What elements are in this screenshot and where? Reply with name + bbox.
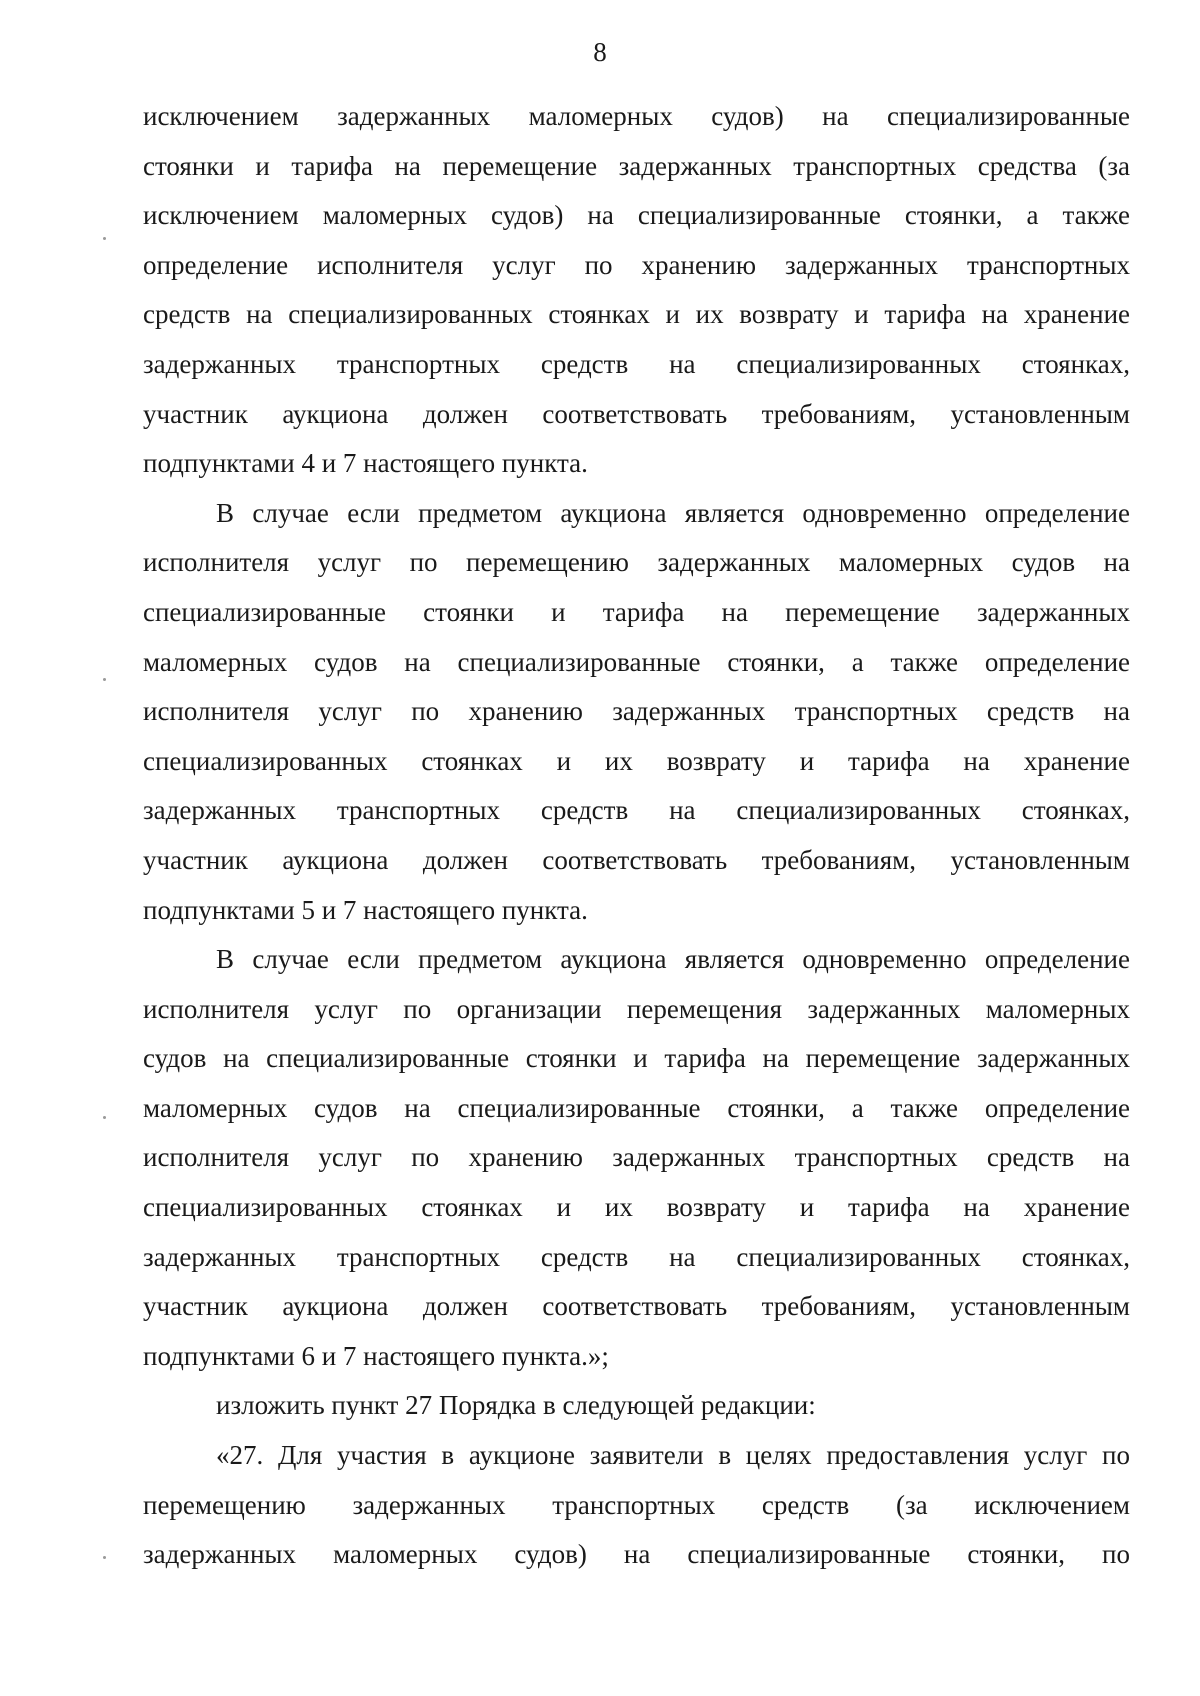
text-line: задержанных транспортных средств на специализированных стоянках, <box>143 1241 1130 1272</box>
text-line: определение исполнителя услуг по хранению задержанных транспортных <box>143 249 1130 280</box>
text-line: задержанных маломерных судов) на специализированные стоянки, по <box>143 1539 1130 1570</box>
text-line: подпунктами 4 и 7 настоящего пункта. <box>143 448 588 479</box>
text-line: исполнителя услуг по перемещению задержанных маломерных судов на <box>143 547 1130 578</box>
paragraph <box>143 489 1130 935</box>
margin-mark <box>103 1556 106 1559</box>
margin-mark <box>103 678 106 681</box>
text-line: специализированных стоянках и их возврату и тарифа на хранение <box>143 745 1130 776</box>
margin-mark <box>103 1116 106 1119</box>
text-line: задержанных транспортных средств на специализированных стоянках, <box>143 348 1130 379</box>
paragraph <box>143 92 1130 489</box>
text-line: участник аукциона должен соответствовать требованиям, установленным <box>143 398 1130 429</box>
text-line: участник аукциона должен соответствовать требованиям, установленным <box>143 1291 1130 1322</box>
document-body <box>143 92 1130 1580</box>
text-line: исключением задержанных маломерных судов) на специализированные <box>143 101 1130 131</box>
text-line: исполнителя услуг по хранению задержанных транспортных средств на <box>143 1142 1130 1173</box>
text-line: специализированные стоянки и тарифа на перемещение задержанных <box>143 596 1130 627</box>
paragraph <box>143 935 1130 1381</box>
text-line: участник аукциона должен соответствовать требованиям, установленным <box>143 844 1130 875</box>
text-line: В случае если предметом аукциона является одновременно определение <box>216 944 1130 975</box>
text-line: специализированных стоянках и их возврату и тарифа на хранение <box>143 1192 1130 1223</box>
text-line: маломерных судов на специализированные стоянки, а также определение <box>143 646 1130 677</box>
text-line: средств на специализированных стоянках и их возврату и тарифа на хранение <box>143 299 1130 330</box>
page-number: 8 <box>593 37 607 67</box>
text-line: «27. Для участия в аукционе заявители в целях предоставления услуг по <box>216 1440 1130 1471</box>
text-line: исполнителя услуг по хранению задержанных транспортных средств на <box>143 696 1130 727</box>
text-line: исключением маломерных судов) на специализированные стоянки, а также <box>143 200 1130 231</box>
text-line: судов на специализированные стоянки и тарифа на перемещение задержанных <box>143 1043 1130 1074</box>
margin-mark <box>103 237 106 240</box>
text-line: подпунктами 5 и 7 настоящего пункта. <box>143 894 588 925</box>
text-line: исполнителя услуг по организации перемещения задержанных маломерных <box>143 993 1130 1024</box>
text-line: подпунктами 6 и 7 настоящего пункта.»; <box>143 1340 609 1371</box>
paragraph <box>143 1431 1130 1580</box>
text-line: изложить пункт 27 Порядка в следующей редакции: <box>216 1390 816 1421</box>
text-line: маломерных судов на специализированные стоянки, а также определение <box>143 1092 1130 1123</box>
text-line: задержанных транспортных средств на специализированных стоянках, <box>143 795 1130 826</box>
text-line: стоянки и тарифа на перемещение задержанных транспортных средства (за <box>143 150 1130 181</box>
text-line: В случае если предметом аукциона является одновременно определение <box>216 497 1130 528</box>
paragraph <box>143 1381 1130 1431</box>
text-line: перемещению задержанных транспортных средств (за исключением <box>143 1489 1130 1520</box>
